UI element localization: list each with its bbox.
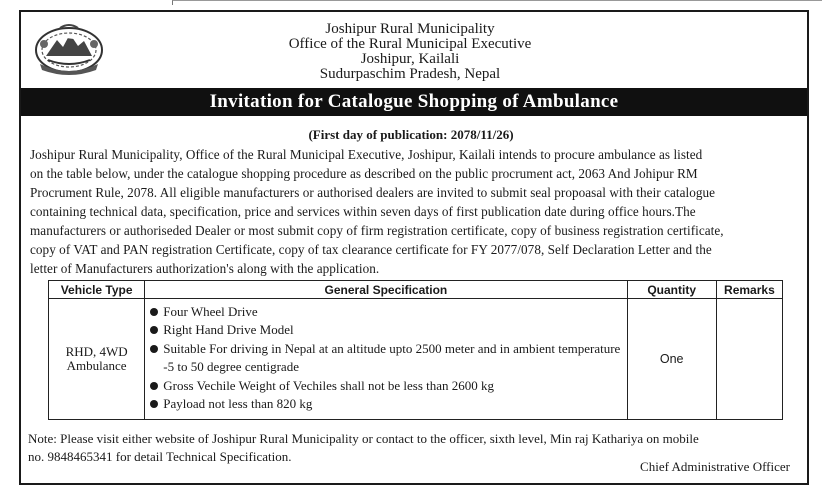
- column-header-vehicle-type: Vehicle Type: [49, 281, 145, 299]
- bullet-icon: [150, 308, 158, 316]
- header-office: Office of the Rural Municipal Executive: [288, 36, 532, 52]
- specification-text: Payload not less than 820 kg: [163, 396, 313, 412]
- header-province: Sudurpaschim Pradesh, Nepal: [319, 66, 501, 82]
- body-line: copy of VAT and PAN registration Certificate, copy of tax clearance certificate for FY 2077/078, Self Declaration Letter and the: [30, 242, 712, 257]
- column-header-quantity: Quantity: [627, 281, 716, 299]
- vehicle-type-cell: [49, 299, 145, 420]
- specification-item: [149, 321, 622, 339]
- column-header-general-specification: General Specification: [145, 281, 627, 299]
- notice-body: [30, 145, 802, 278]
- table-header-row: [49, 281, 783, 299]
- signatory-title: Chief Administrative Officer: [640, 459, 790, 474]
- vehicle-type-line: RHD, 4WD: [65, 344, 128, 360]
- body-line: manufacturers or authoriseded Dealer or most submit copy of firm registration certificate, copy of business registration certificate,: [30, 223, 724, 238]
- publication-date: (First day of publication: 2078/11/26): [308, 127, 514, 142]
- quantity-cell: One: [627, 299, 716, 420]
- specification-text: Four Wheel Drive: [163, 304, 258, 319]
- header-location: Joshipur, Kailali: [360, 51, 460, 67]
- bullet-icon: [150, 345, 158, 353]
- body-line: Procrument Rule, 2078. All eligible manufacturers or authorised dealers are invited to submit seal propoasal with their catalogue: [30, 185, 716, 200]
- body-line: on the table below, under the catalogue shopping procedure as described on the public procrument act, 2063 And Johipur RM: [30, 166, 698, 181]
- notice-title: Invitation for Catalogue Shopping of Ambulance: [21, 88, 807, 116]
- bullet-icon: [150, 326, 158, 334]
- bullet-icon: [150, 382, 158, 390]
- note-line: Note: Please visit either website of Joshipur Rural Municipality or contact to the officer, sixth level, Min raj Kathariya on mobile: [28, 431, 699, 446]
- body-line: letter of Manufacturers authorization's along with the application.: [30, 261, 380, 276]
- specification-cell: [145, 299, 627, 420]
- specification-item: [149, 395, 622, 413]
- specification-list: [149, 303, 622, 413]
- specification-table: [48, 280, 783, 420]
- vehicle-type-line: Ambulance: [66, 358, 127, 374]
- specification-item: [149, 340, 622, 377]
- header-municipality: Joshipur Rural Municipality: [325, 21, 495, 37]
- note-line: no. 9848465341 for detail Technical Specification.: [28, 449, 292, 464]
- specification-text: Right Hand Drive Model: [163, 322, 294, 338]
- body-line: containing technical data, specification, price and services within seven days of first publication date during office hours.The: [30, 204, 696, 219]
- remarks-cell: [716, 299, 782, 420]
- specification-item: [149, 303, 622, 321]
- bullet-icon: [150, 400, 158, 408]
- specification-text: Suitable For driving in Nepal at an altitude upto 2500 meter and in ambient temperature -5 to 50 degree centigrade: [163, 340, 621, 375]
- table-row: [49, 299, 783, 420]
- page-edge-line: [172, 0, 822, 5]
- column-header-remarks: Remarks: [716, 281, 782, 299]
- body-line: Joshipur Rural Municipality, Office of the Rural Municipal Executive, Joshipur, Kailali intends to procure ambulance as listed: [30, 147, 703, 162]
- nepal-emblem-icon: [30, 20, 108, 76]
- specification-text: Gross Vechile Weight of Vechiles shall not be less than 2600 kg: [163, 377, 495, 393]
- specification-item: [149, 377, 622, 395]
